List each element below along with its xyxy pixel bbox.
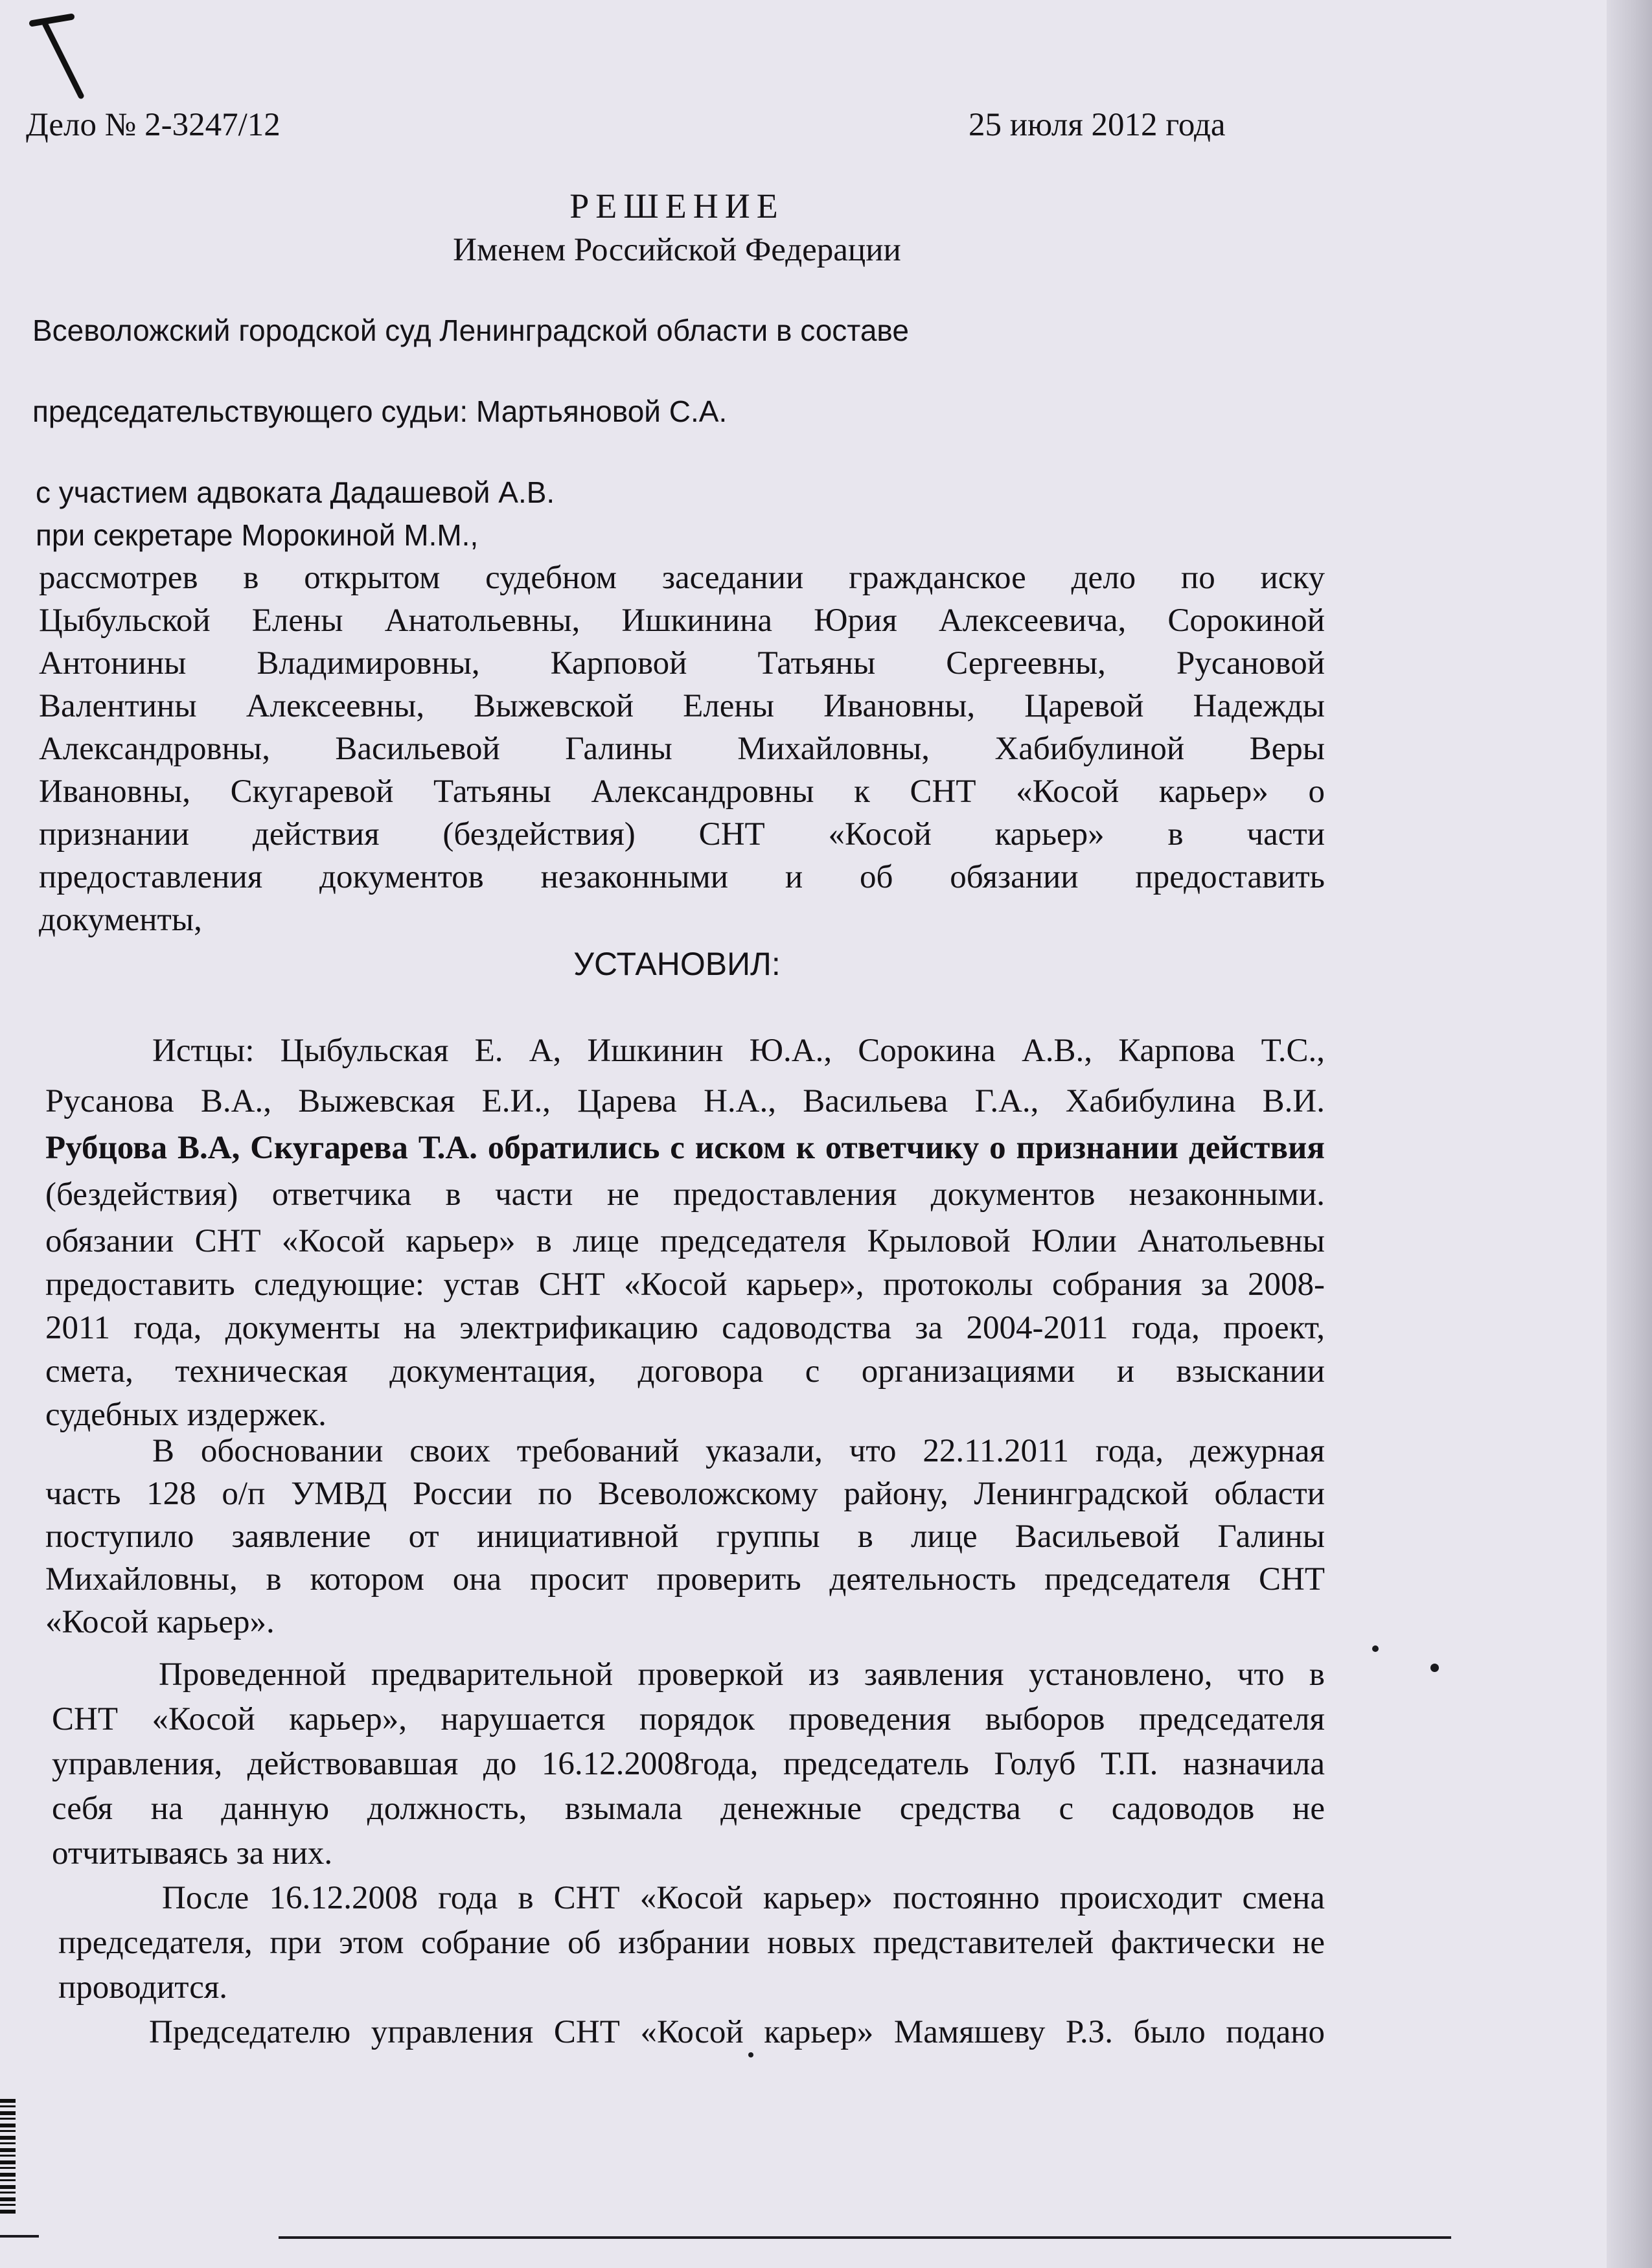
established-heading: УСТАНОВИЛ:	[573, 946, 781, 982]
scan-edge	[1607, 0, 1652, 2268]
body-line: предоставить следующие: устав СНТ «Косой карьер», протоколы собрания за 2008-	[45, 1266, 1325, 1303]
body-line: отчитываясь за них.	[52, 1835, 333, 1872]
scan-speck	[1430, 1664, 1439, 1672]
body-line: судебных издержек.	[45, 1397, 327, 1433]
body-line: поступило заявление от инициативной группы в лице Васильевой Галины	[45, 1518, 1325, 1555]
intro-line: Антонины Владимировны, Карповой Татьяны Сергеевны, Русановой	[39, 645, 1325, 682]
body-line: обязании СНТ «Косой карьер» в лице председателя Крыловой Юлии Анатольевны	[45, 1223, 1325, 1259]
scan-speck	[748, 2052, 753, 2057]
case-date: 25 июля 2012 года	[969, 107, 1226, 143]
body-line: После 16.12.2008 года в СНТ «Косой карьер» постоянно происходит смена	[162, 1880, 1325, 1916]
case-number: Дело № 2-3247/12	[26, 107, 281, 143]
court-name: Всеволожский городской суд Ленинградской области в составе	[32, 314, 909, 347]
body-line: управления, действовавшая до 16.12.2008года, председатель Голуб Т.П. назначила	[52, 1746, 1325, 1782]
body-line: Председателю управления СНТ «Косой карьер» Мамяшеву Р.З. было подано	[149, 2014, 1325, 2050]
lawyer-line: с участием адвоката Дадашевой А.В.	[36, 475, 555, 509]
body-line: смета, техническая документация, договора с организациями и взыскании	[45, 1353, 1325, 1390]
secretary-line: при секретаре Морокиной М.М.,	[36, 518, 479, 552]
body-line: себя на данную должность, взымала денежные средства с садоводов не	[52, 1791, 1325, 1827]
document-subtitle: Именем Российской Федерации	[453, 232, 901, 268]
document-title: РЕШЕНИЕ	[569, 187, 785, 225]
pen-mark-icon	[26, 12, 104, 109]
intro-line: Ивановны, Скугаревой Татьяны Александровны к СНТ «Косой карьер» о	[39, 773, 1325, 810]
body-line: В обосновании своих требований указали, что 22.11.2011 года, дежурная	[152, 1433, 1325, 1469]
body-line: Русанова В.А., Выжевская Е.И., Царева Н.А., Васильева Г.А., Хабибулина В.И.	[45, 1083, 1325, 1119]
body-line: «Косой карьер».	[45, 1604, 275, 1640]
body-line: Рубцова В.А, Скугарева Т.А. обратились с иском к ответчику о признании действия	[45, 1130, 1325, 1166]
intro-line: документы,	[39, 902, 202, 938]
body-line: Истцы: Цыбульская Е. А, Ишкинин Ю.А., Сорокина А.В., Карпова Т.С.,	[152, 1033, 1325, 1069]
presiding-judge: председательствующего судьи: Мартьяновой С.А.	[32, 395, 728, 428]
body-line: Проведенной предварительной проверкой из заявления установлено, что в	[159, 1656, 1325, 1693]
body-line: (бездействия) ответчика в части не предоставления документов незаконными.	[45, 1176, 1325, 1213]
body-line: проводится.	[58, 1969, 228, 2006]
body-line: СНТ «Косой карьер», нарушается порядок проведения выборов председателя	[52, 1701, 1325, 1737]
intro-line: Цыбульской Елены Анатольевны, Ишкинина Юрия Алексеевича, Сорокиной	[39, 602, 1325, 639]
scan-speck	[1372, 1645, 1379, 1652]
body-line: 2011 года, документы на электрификацию садоводства за 2004-2011 года, проект,	[45, 1310, 1325, 1346]
intro-line: признании действия (бездействия) СНТ «Косой карьер» в части	[39, 816, 1325, 853]
scan-barcode-icon	[0, 2099, 16, 2216]
intro-line: рассмотрев в открытом судебном заседании гражданское дело по иску	[39, 560, 1325, 596]
body-line: часть 128 о/п УМВД России по Всеволожскому району, Ленинградской области	[45, 1476, 1325, 1512]
intro-line: Валентины Алексеевны, Выжевской Елены Ивановны, Царевой Надежды	[39, 688, 1325, 724]
body-line: Михайловны, в котором она просит проверить деятельность председателя СНТ	[45, 1561, 1325, 1598]
footer-rule	[279, 2236, 1451, 2239]
footer-rule-left	[0, 2235, 39, 2238]
body-line: председателя, при этом собрание об избрании новых представителей фактически не	[58, 1925, 1325, 1961]
intro-line: Александровны, Васильевой Галины Михайловны, Хабибулиной Веры	[39, 731, 1325, 767]
intro-line: предоставления документов незаконными и об обязании предоставить	[39, 859, 1325, 895]
